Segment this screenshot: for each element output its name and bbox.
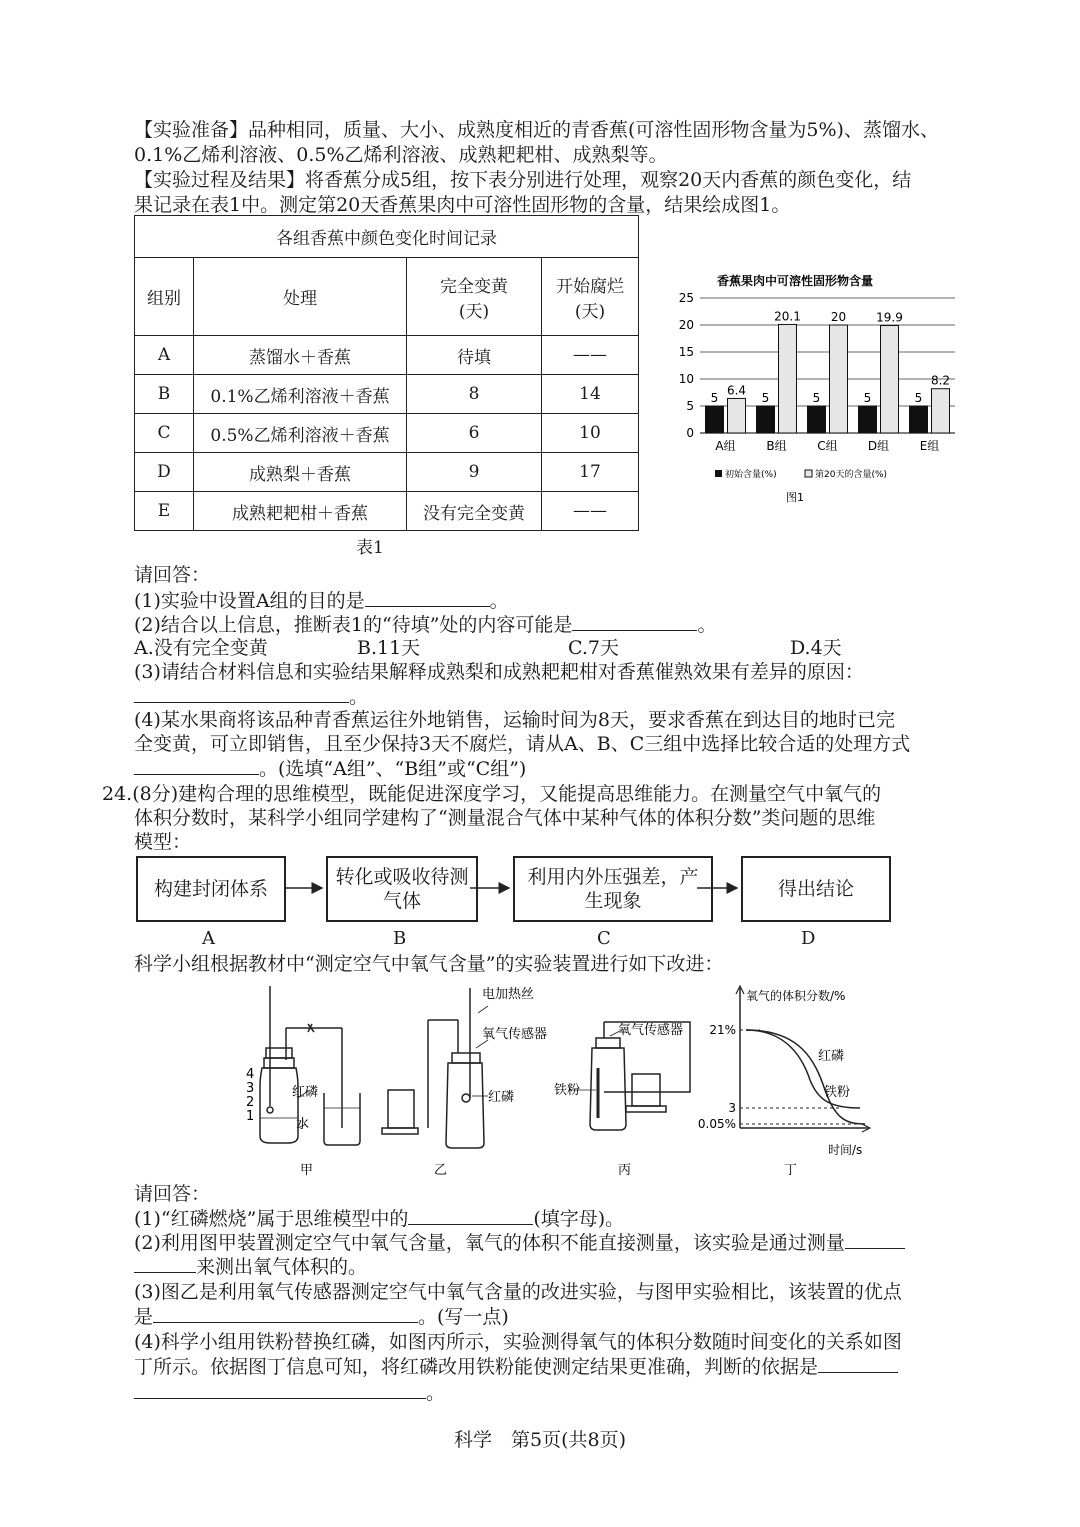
q24-3-line-1: (3)图乙是利用氧气传感器测定空气中氧气含量的改进实验，与图甲实验相比，该装置的优点	[134, 1281, 902, 1303]
flow-box-c: 利用内外压强差，产生现象	[513, 856, 713, 922]
q24-4-answer	[134, 1380, 445, 1405]
category-label: A组	[715, 439, 736, 453]
table-header: 处理	[194, 258, 407, 336]
table-cell: 14	[542, 375, 639, 414]
q23-4-line-1: (4)某水果商将该品种青香蕉运往外地销售，运输时间为8天，要求香蕉在到达目的地时已完	[134, 709, 896, 731]
jia-scale-2: 2	[246, 1095, 255, 1110]
y-tick-label: 20	[678, 318, 694, 332]
table-cell: ——	[542, 336, 639, 375]
bar-value-label: 5	[863, 391, 872, 405]
ding-x-label: 时间/s	[828, 1143, 863, 1157]
q24-line-1: 24.(8分)建构合理的思维模型，既能促进深度学习，又能提高思维能力。在测量空气中氧气的	[102, 783, 882, 805]
answer-blank[interactable]	[818, 1354, 898, 1373]
ding-y-label: 氧气的体积分数/%	[746, 989, 846, 1003]
ding-y-tick: 0.05%	[697, 1117, 736, 1131]
category-label: D组	[867, 439, 890, 453]
jia-label-phosphorus: 红磷	[292, 1085, 319, 1100]
q23-2-end: 。	[697, 614, 717, 636]
answer-blank[interactable]	[134, 1380, 426, 1399]
q24-2-end: 来测出氧气体积的。	[196, 1256, 368, 1278]
flow-box-a: 构建封闭体系	[136, 856, 286, 922]
q24-2	[134, 1230, 905, 1255]
table-cell: 8	[407, 375, 542, 414]
y-tick-label: 15	[678, 345, 694, 359]
bar-value-label: 20	[830, 310, 847, 324]
q24-3-end: 。(写一点)	[418, 1306, 509, 1328]
q24-4-line-2	[134, 1354, 898, 1379]
category-label: E组	[919, 439, 940, 453]
jia-caption: 甲	[300, 1163, 314, 1178]
flow-box-b: 转化或吸收待测气体	[326, 856, 478, 922]
bar-value-label: 20.1	[774, 309, 801, 324]
bar-value-label: 5	[761, 391, 770, 405]
figure-1-caption: 图1	[786, 491, 804, 504]
q23-1-text: (1)实验中设置A组的目的是	[134, 590, 365, 612]
q24-1	[134, 1206, 624, 1231]
q24-2-text: (2)利用图甲装置测定空气中氧气含量，氧气的体积不能直接测量，该实验是通过测量	[134, 1232, 845, 1254]
table-cell: E	[135, 492, 194, 531]
table-header: 开始腐烂 (天)	[542, 258, 639, 336]
yi-caption: 乙	[434, 1163, 448, 1178]
ding-series-label: 铁粉	[824, 1085, 851, 1100]
ding-y-tick: 3	[728, 1101, 736, 1115]
option-c: C.7天	[568, 637, 619, 659]
table-cell: B	[135, 375, 194, 414]
q24-3-line-2	[134, 1304, 509, 1329]
q24-4-text: 丁所示。依据图丁信息可知，将红磷改用铁粉能使测定结果更准确，判断的依据是	[134, 1356, 819, 1378]
apparatus-jia	[260, 986, 360, 1145]
legend-initial: 初始含量(%)	[725, 470, 777, 480]
bar-value-label: 5	[710, 391, 719, 405]
yi-label-sensor: 氧气传感器	[482, 1027, 548, 1042]
bar-value-label: 5	[812, 391, 821, 405]
table-caption: 表1	[356, 538, 384, 558]
yi-label-phosphorus: 红磷	[488, 1090, 515, 1105]
bing-caption: 丙	[618, 1163, 632, 1178]
flow-letter-c: C	[597, 928, 611, 949]
q24-3-text: 是	[134, 1306, 154, 1328]
bing-label-sensor: 氧气传感器	[618, 1023, 684, 1038]
yi-label-wire: 电加热丝	[482, 987, 535, 1002]
y-tick-label: 10	[678, 372, 694, 386]
y-tick-label: 5	[686, 399, 694, 413]
table-header: 组别	[135, 258, 194, 336]
apparatus-intro: 科学小组根据教材中“测定空气中氧气含量”的实验装置进行如下改进：	[134, 953, 724, 975]
option-b: B.11天	[357, 637, 421, 659]
apparatus-figures	[240, 978, 880, 1178]
q23-3: (3)请结合材料信息和实验结果解释成熟梨和成熟耙耙柑对香蕉催熟效果有差异的原因：	[134, 661, 864, 683]
table-cell: C	[135, 414, 194, 453]
table-cell: 0.5%乙烯利溶液＋香蕉	[194, 414, 407, 453]
jia-scale-4: 4	[246, 1067, 255, 1082]
bar-value-label: 8.2	[930, 373, 951, 388]
curve-iron-powder	[746, 1030, 865, 1124]
graph-ding-axes	[736, 986, 870, 1132]
q24-line-3: 模型：	[134, 831, 192, 853]
ding-series-label: 红磷	[818, 1049, 845, 1064]
process-line-1: 【实验过程及结果】将香蕉分成5组，按下表分别进行处理，观察20天内香蕉的颜色变化，结	[134, 169, 912, 191]
answer-blank[interactable]	[134, 1254, 196, 1273]
q23-prompt: 请回答：	[134, 564, 211, 586]
q23-2-text: (2)结合以上信息，推断表1的“待填”处的内容可能是	[134, 614, 573, 636]
apparatus-bing	[570, 1022, 690, 1130]
bar-value-label: 5	[914, 391, 923, 405]
prep-line-2: 0.1%乙烯利溶液、0.5%乙烯利溶液、成熟耙耙柑、成熟梨等。	[134, 144, 668, 166]
table-cell: D	[135, 453, 194, 492]
q24-1-end: (填字母)。	[533, 1208, 625, 1230]
category-label: B组	[766, 439, 787, 453]
q24-prompt: 请回答：	[134, 1183, 211, 1205]
jia-scale-3: 3	[246, 1081, 255, 1096]
ding-caption: 丁	[784, 1163, 798, 1178]
apparatus-yi	[382, 988, 488, 1148]
table-cell: 成熟耙耙柑＋香蕉	[194, 492, 407, 531]
category-label: C组	[817, 439, 838, 453]
process-line-2: 果记录在表1中。测定第20天香蕉果肉中可溶性固形物的含量，结果绘成图1。	[134, 194, 791, 216]
table-cell: 10	[542, 414, 639, 453]
bing-label-iron: 铁粉	[554, 1083, 581, 1098]
page-footer: 科学 第5页(共8页)	[453, 1429, 626, 1451]
y-tick-label: 0	[686, 426, 694, 440]
flow-letter-d: D	[801, 928, 816, 949]
option-d: D.4天	[790, 637, 842, 659]
flow-letter-a: A	[202, 928, 215, 949]
table-header: 完全变黄 (天)	[407, 258, 542, 336]
table-cell: 蒸馏水＋香蕉	[194, 336, 407, 375]
chart-title: 香蕉果肉中可溶性固形物含量	[716, 274, 874, 288]
q23-4-line-2: 全变黄，可立即销售，且至少保持3天不腐烂，请从A、B、C三组中选择比较合适的处理方式	[134, 733, 911, 755]
bar-value-label: 19.9	[876, 310, 903, 325]
table-cell: 9	[407, 453, 542, 492]
y-tick-label: 25	[678, 291, 694, 305]
q24-4-end: 。	[426, 1382, 446, 1404]
table-cell: 6	[407, 414, 542, 453]
jia-scale-1: 1	[246, 1109, 255, 1124]
q24-2-cont	[134, 1254, 367, 1279]
table-cell: 0.1%乙烯利溶液＋香蕉	[194, 375, 407, 414]
flow-box-d: 得出结论	[741, 856, 891, 922]
legend-day20: 第20天的含量(%)	[815, 470, 888, 480]
option-a: A.没有完全变黄	[134, 637, 268, 659]
answer-blank[interactable]	[408, 1206, 533, 1225]
table-cell: 没有完全变黄	[407, 492, 542, 531]
q23-3-end: 。	[349, 686, 369, 708]
bar-value-label: 6.4	[726, 383, 747, 398]
jia-label-water: 水	[296, 1117, 310, 1132]
q23-1-end: 。	[489, 590, 509, 612]
q24-line-2: 体积分数时，某科学小组同学建构了“测量混合气体中某种气体的体积分数”类问题的思维	[134, 807, 876, 829]
table-cell: 17	[542, 453, 639, 492]
ding-y-tick: 21%	[709, 1023, 736, 1037]
prep-line-1: 【实验准备】品种相同，质量、大小、成熟度相近的青香蕉(可溶性固形物含量为5%)、蒸馏水、	[134, 119, 939, 141]
answer-blank[interactable]	[153, 1304, 418, 1323]
flow-letter-b: B	[393, 928, 407, 949]
q24-4-line-1: (4)科学小组用铁粉替换红磷，如图丙所示，实验测得氧气的体积分数随时间变化的关系如图	[134, 1331, 902, 1353]
table-cell: A	[135, 336, 194, 375]
table-cell: ——	[542, 492, 639, 531]
table-cell: 成熟梨＋香蕉	[194, 453, 407, 492]
table-title: 各组香蕉中颜色变化时间记录	[135, 216, 639, 258]
table-cell: 待填	[407, 336, 542, 375]
answer-blank[interactable]	[845, 1230, 905, 1249]
q24-1-text: (1)“红磷燃烧”属于思维模型中的	[134, 1208, 409, 1230]
q23-4-end: 。(选填“A组”、“B组”或“C组”)	[259, 758, 527, 780]
